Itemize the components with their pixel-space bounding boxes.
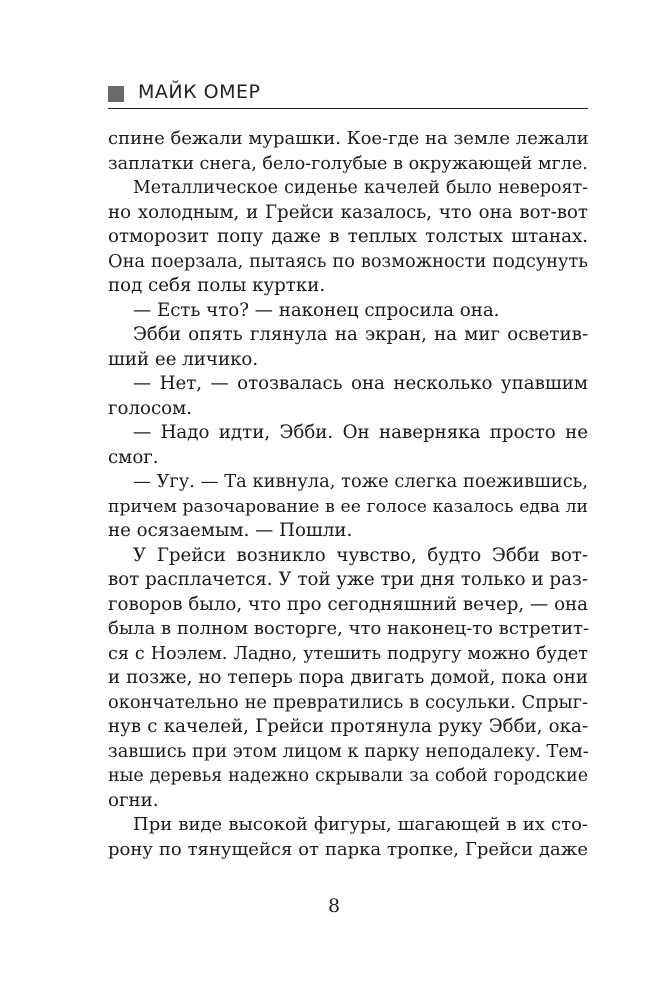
- running-head-title: МАЙК ОМЕР: [138, 81, 261, 103]
- text-line: и позже, но теперь пора двигать домой, пока они: [108, 667, 588, 688]
- text-line: У Грейси возникло чувство, будто Эбби вот-: [133, 544, 588, 566]
- text-line: Эбби опять глянула на экран, на миг осветив-: [133, 324, 588, 345]
- text-line: ший ее личико.: [108, 348, 259, 370]
- text-line: под себя полы куртки.: [108, 275, 326, 296]
- text-line: — Нет, — отозвалась она несколько упавшим: [133, 373, 588, 394]
- text-line: нув с качелей, Грейси протянула руку Эбби, ока-: [108, 716, 588, 737]
- text-line: При виде высокой фигуры, шагающей в их сто-: [133, 814, 588, 835]
- text-line: была в полном восторге, что наконец-то встретит-: [108, 618, 590, 639]
- text-line: но холодным, и Грейси казалось, что она вот-вот: [108, 201, 588, 223]
- text-line: окончательно не превратились в сосульки. Спрыг-: [108, 691, 588, 713]
- text-line: ные деревья надежно скрывали за собой городские: [108, 766, 588, 786]
- body-text: [108, 127, 588, 862]
- text-line: смог.: [108, 446, 159, 468]
- text-line: рону по тянущейся от парка тропке, Грейси даже: [108, 838, 588, 860]
- text-line: огни.: [108, 789, 159, 811]
- text-line: ся с Ноэлем. Ладно, утешить подругу можно будет: [108, 643, 588, 664]
- text-line: Она поерзала, пытаясь по возможности подсунуть: [108, 250, 588, 272]
- text-line: говоров было, что про сегодняшний вечер, — она: [108, 593, 588, 615]
- text-line: завшись при этом лицом к парку неподалеку. Тем-: [108, 740, 589, 762]
- running-head-rule: [108, 108, 588, 109]
- text-line: не осязаемым. — Пошли.: [108, 520, 353, 541]
- text-line: спине бежали мурашки. Кое-где на земле лежали: [108, 128, 589, 149]
- running-head: [108, 82, 588, 106]
- text-line: — Надо идти, Эбби. Он наверняка просто не: [133, 422, 588, 443]
- text-line: причем разочарование в ее голосе казалось едва ли: [108, 496, 588, 517]
- text-line: голосом.: [108, 397, 193, 419]
- text-line: вот расплачется. У той уже три дня только и раз-: [108, 569, 588, 590]
- text-line: — Угу. — Та кивнула, тоже слегка поежившись,: [133, 471, 588, 492]
- text-line: заплатки снега, бело-голубые в окружающей мгле.: [108, 153, 588, 174]
- text-line: Металлическое сиденье качелей было невероят-: [133, 178, 588, 198]
- text-line: отморозит попу даже в теплых толстых штанах.: [108, 226, 588, 247]
- page-number: 8: [327, 895, 341, 917]
- text-line: — Есть что? — наконец спросила она.: [133, 299, 500, 321]
- running-head-square-icon: [108, 86, 124, 102]
